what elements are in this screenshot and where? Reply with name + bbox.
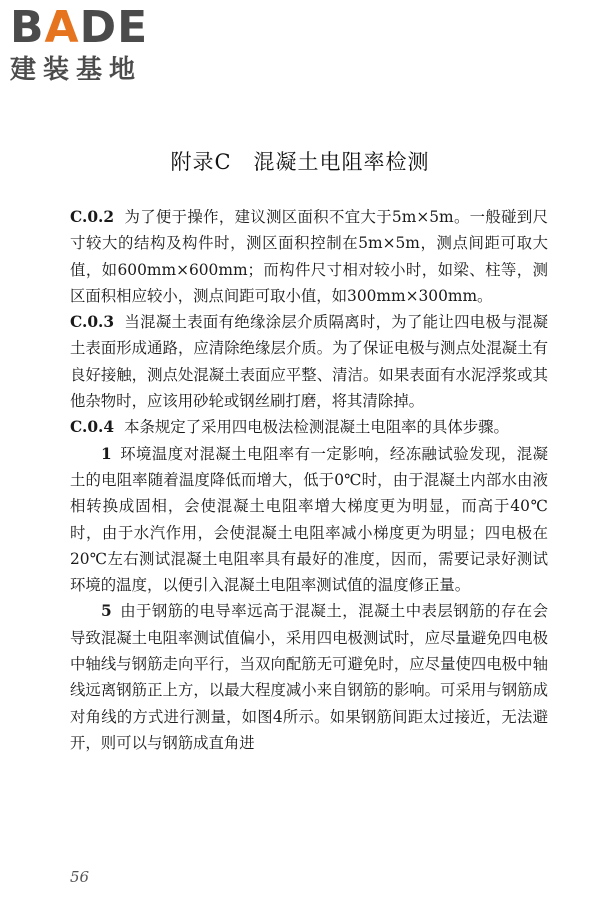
bade-logo xyxy=(10,2,180,96)
clause-number: C.0.3 xyxy=(70,313,115,332)
logo-letter-a: A xyxy=(44,2,80,53)
clause-number: C.0.2 xyxy=(70,208,115,226)
page-number: 56 xyxy=(70,868,90,886)
item-1 xyxy=(70,441,548,599)
item-text: 由于钢筋的电导率远高于混凝土，混凝土中表层钢筋的存在会导致混凝土电阻率测试值偏小，采用四电极测试时，应尽量避免四电极中轴线与钢筋走向平行，当双向配筋无可避免时，应尽量使四电极中轴线远离钢筋正上方，以最大程度减小来自钢筋的影响。可采用与钢筋成对角线的方式进行测量，如图4所示。如果钢筋间距太过接近，无法避开，则可以与钢筋成直角进 xyxy=(70,602,548,752)
clause-text: 当混凝土表面有绝缘涂层介质隔离时，为了能让四电极与混凝土表面形成通路，应清除绝缘层介质。为了保证电极与测点处混凝土有良好接触，测点处混凝土表面应平整、清洁。如果表面有水泥浮浆或其他杂物时，应该用砂轮或钢丝刷打磨，将其清除掉。 xyxy=(70,313,548,411)
appendix-title: 附录C 混凝土电阻率检测 xyxy=(170,150,430,174)
item-number: 1 xyxy=(101,444,112,463)
clause-c02 xyxy=(70,204,548,309)
item-number: 5 xyxy=(101,602,112,621)
clause-c03 xyxy=(70,309,548,414)
clause-text: 本条规定了采用四电极法检测混凝土电阻率的具体步骤。 xyxy=(124,418,509,437)
logo-letter-b: B xyxy=(10,2,45,53)
clause-text: 为了便于操作，建议测区面积不宜大于5m×5m。一般碰到尺寸较大的结构及构件时，测区面积控制在5m×5m，测点间距可取大值，如600mm×600mm；而构件尺寸相对较小时，如梁、柱等，测区面积相应较小，测点间距可取小值，如300mm×300mm。 xyxy=(70,208,548,305)
clause-number: C.0.4 xyxy=(70,418,115,437)
document-body xyxy=(70,204,548,756)
logo-chinese: 建装基地 xyxy=(10,55,143,85)
item-5 xyxy=(70,598,548,756)
clause-c04 xyxy=(70,414,548,440)
logo-letters-de: DE xyxy=(79,2,149,53)
item-text: 环境温度对混凝土电阻率有一定影响，经冻融试验发现，混凝土的电阻率随着温度降低而增大，低于0℃时，由于混凝土内部水由液相转换成固相，会使混凝土电阻率增大梯度更为明显，而高于40℃时，由于水汽作用，会使混凝土电阻率减小梯度更为明显；四电极在20℃左右测试混凝土电阻率具有最好的准度，因而，需要记录好测试环境的温度，以便引入混凝土电阻率测试值的温度修正量。 xyxy=(70,444,548,595)
logo-latin xyxy=(10,2,180,53)
